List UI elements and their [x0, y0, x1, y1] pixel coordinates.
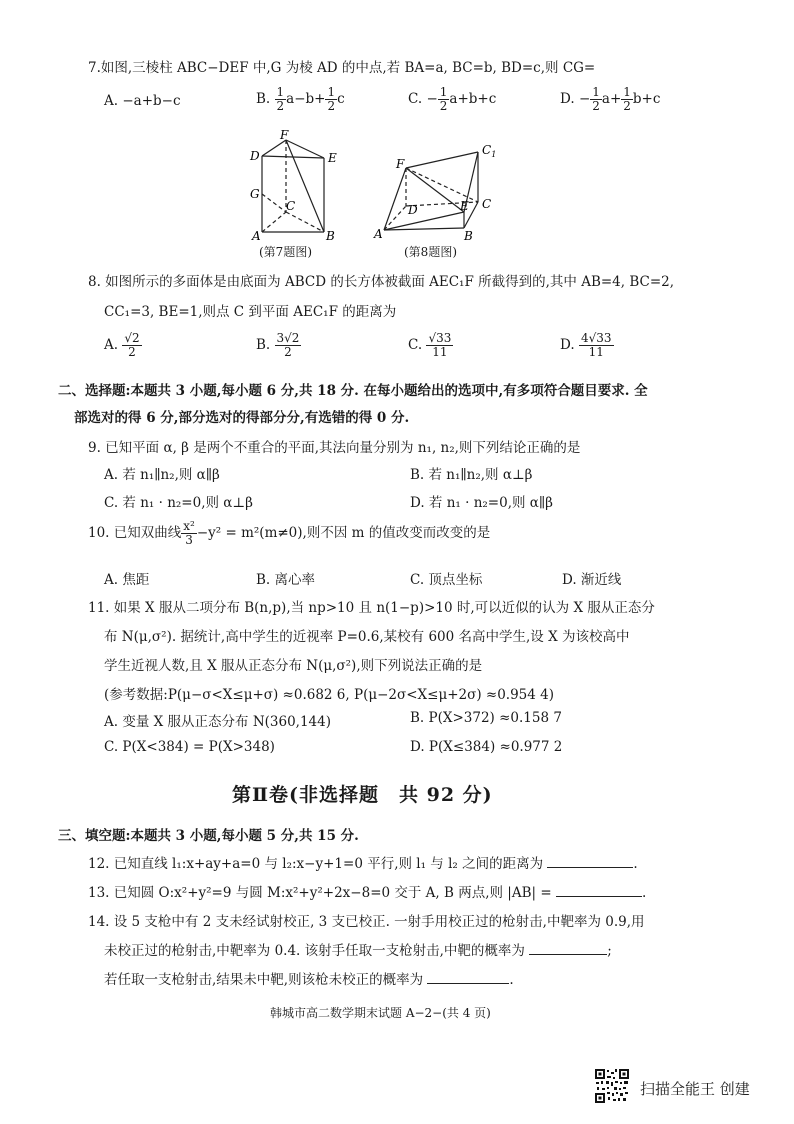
frac-num: 3√2	[276, 331, 300, 345]
fraction	[122, 332, 141, 359]
q10-stem	[88, 520, 490, 547]
frac-num: 1	[327, 85, 336, 99]
q9-option-d: D. 若 n₁ · n₂=0,则 α∥β	[410, 495, 553, 511]
figure-8-caption: (第8题图)	[404, 245, 457, 259]
option-text: a+b+c	[449, 91, 497, 107]
option-text: −	[426, 91, 438, 107]
stem-text: 未校正过的枪射击,中靶率为 0.4. 该射手任取一支枪射击,中靶的概率为	[104, 943, 525, 959]
q8-stem-line2: CC₁=3, BE=1,则点 C 到平面 AEC₁F 的距离为	[104, 304, 397, 320]
q14-line3	[104, 968, 514, 988]
frac-num: √2	[124, 331, 140, 345]
stem-text: 12. 已知直线 l₁:x+ay+a=0 与 l₂:x−y+1=0 平行,则 l₁ 与 l₂ 之间的距离为	[88, 856, 544, 872]
answer-blank[interactable]	[547, 855, 633, 868]
q13-stem	[88, 881, 646, 901]
fig7-label-d: D	[250, 149, 260, 163]
q7-option-d	[560, 86, 660, 113]
q11-option-c: C. P(X<384) = P(X>348)	[104, 739, 275, 755]
q9-stem: 9. 已知平面 α, β 是两个不重合的平面,其法向量分别为 n₁, n₂,则下列结论正确的是	[88, 440, 581, 456]
section-2-heading-line2: 部选对的得 6 分,部分选对的得部分分,有选错的得 0 分.	[74, 410, 410, 426]
fig8-label-a: A	[374, 227, 383, 241]
section-2-heading-line1: 二、选择题:本题共 3 小题,每小题 6 分,共 18 分. 在每小题给出的选项中,有多项符合题目要求. 全	[58, 383, 648, 399]
fig7-label-b: B	[326, 229, 335, 243]
frac-den: 2	[623, 99, 631, 113]
fig8-label-e: E	[460, 199, 469, 213]
fig7-label-f: F	[280, 128, 289, 142]
stem-end: .	[509, 972, 514, 988]
option-label: D.	[560, 91, 575, 107]
option-text: −	[578, 91, 591, 107]
frac-den: 2	[276, 99, 285, 113]
option-text: c	[337, 91, 345, 107]
stem-text: 13. 已知圆 O:x²+y²=9 与圆 M:x²+y²+2x−8=0 交于 A, B 两点,则 |AB| =	[88, 885, 552, 901]
figure-8-polyhedron	[372, 140, 502, 245]
q8-option-a	[104, 332, 142, 359]
stem-end: .	[633, 856, 638, 872]
q8-option-c	[408, 332, 453, 359]
stem-text: 若任取一支枪射击,结果未中靶,则该枪未校正的概率为	[104, 972, 424, 988]
q7-option-b	[256, 86, 345, 113]
fraction	[181, 520, 197, 547]
option-label: B.	[256, 337, 271, 353]
frac-den: 2	[592, 99, 600, 113]
fig7-label-c: C	[286, 199, 296, 213]
figure-7-caption: (第7题图)	[259, 245, 312, 259]
answer-blank[interactable]	[427, 971, 509, 984]
label-subscript: 1	[491, 150, 497, 159]
q8-stem-line1: 8. 如图所示的多面体是由底面为 ABCD 的长方体被截面 AEC₁F 所截得到的,其中 AB=4, BC=2,	[88, 274, 675, 290]
q11-line3: 学生近视人数,且 X 服从正态分布 N(μ,σ²),则下列说法正确的是	[104, 658, 483, 674]
figure-7-prism	[246, 128, 356, 243]
part-2-title: 第Ⅱ卷(非选择题 共 92 分)	[232, 784, 493, 806]
q11-line2: 布 N(μ,σ²). 据统计,高中学生的近视率 P=0.6,某校有 600 名高中学生,设 X 为该校高中	[104, 629, 630, 645]
q10-option-a: A. 焦距	[104, 572, 150, 588]
frac-den: 2	[128, 345, 136, 359]
q7-option-a	[104, 93, 181, 109]
q8-option-d	[560, 332, 614, 359]
frac-den: 11	[588, 345, 604, 359]
option-text: a+	[601, 91, 622, 107]
q10-option-c: C. 顶点坐标	[410, 572, 483, 588]
stem-text: 10. 已知双曲线	[88, 525, 182, 541]
q8-option-b	[256, 332, 301, 359]
q9-option-b: B. 若 n₁∥n₂,则 α⊥β	[410, 467, 533, 483]
q10-option-b: B. 离心率	[256, 572, 316, 588]
fig8-label-c: C	[482, 197, 492, 211]
qr-code-icon	[594, 1068, 630, 1104]
stem-end: .	[641, 885, 647, 901]
fig8-label-b: B	[464, 229, 473, 243]
frac-num: 1	[276, 85, 285, 99]
answer-blank[interactable]	[529, 942, 607, 955]
option-label: B.	[256, 91, 271, 107]
label-main: C	[482, 143, 492, 157]
answer-blank[interactable]	[556, 884, 642, 897]
q9-option-a: A. 若 n₁∥n₂,则 α∥β	[104, 467, 220, 483]
frac-num: 1	[592, 85, 600, 99]
q11-line1: 11. 如果 X 服从二项分布 B(n,p),当 np>10 且 n(1−p)>10 时,可以近似的认为 X 服从正态分	[88, 600, 655, 616]
frac-den: 2	[327, 99, 336, 113]
fraction	[438, 86, 450, 113]
fraction	[426, 332, 453, 359]
fig8-label-f: F	[396, 157, 405, 171]
option-text: −a+b−c	[122, 93, 181, 109]
fraction	[590, 86, 602, 113]
option-label: A.	[104, 337, 119, 353]
option-label: C.	[408, 91, 423, 107]
frac-den: 2	[439, 99, 448, 113]
frac-num: 1	[623, 85, 631, 99]
fig8-label-d: D	[408, 203, 418, 217]
fraction	[275, 332, 302, 359]
frac-num: √33	[428, 331, 452, 345]
frac-den: 2	[284, 345, 292, 359]
option-text: b+c	[632, 91, 661, 107]
frac-num: x²	[183, 519, 195, 533]
q7-option-c	[408, 86, 496, 113]
fig8-label-c1	[482, 143, 496, 159]
stem-text: −y² = m²(m≠0),则不因 m 的值改变而改变的是	[196, 525, 491, 541]
q9-option-c: C. 若 n₁ · n₂=0,则 α⊥β	[104, 495, 253, 511]
fig7-label-g: G	[250, 187, 260, 201]
fig7-label-e: E	[328, 151, 337, 165]
q14-line2	[104, 939, 612, 959]
page-footer: 韩城市高二数学期末试题 A−2−(共 4 页)	[270, 1006, 491, 1020]
frac-den: 3	[185, 533, 193, 547]
section-3-heading: 三、填空题:本题共 3 小题,每小题 5 分,共 15 分.	[58, 828, 359, 844]
option-label: D.	[560, 337, 575, 353]
q10-option-d: D. 渐近线	[562, 572, 622, 588]
frac-num: 4√33	[580, 331, 612, 345]
option-label: C.	[408, 337, 423, 353]
q11-option-a: A. 变量 X 服从正态分布 N(360,144)	[104, 714, 331, 730]
fraction	[325, 86, 337, 113]
q7-stem: 7.如图,三棱柱 ABC−DEF 中,G 为棱 AD 的中点,若 BA=a, BC=b, BD=c,则 CG=	[88, 60, 596, 76]
fraction	[275, 86, 287, 113]
option-label: A.	[104, 93, 119, 109]
q14-line1: 14. 设 5 支枪中有 2 支未经试射校正, 3 支已校正. 一射手用校正过的枪射击,中靶率为 0.9,用	[88, 914, 645, 930]
option-text: a−b+	[286, 91, 326, 107]
q11-reference-data: (参考数据:P(μ−σ<X≤μ+σ) ≈0.682 6, P(μ−2σ<X≤μ+2σ) ≈0.954 4)	[104, 687, 555, 703]
fig7-label-a: A	[252, 229, 261, 243]
fraction	[579, 332, 614, 359]
scanner-watermark: 扫描全能王 创建	[640, 1080, 750, 1098]
stem-end: ;	[607, 943, 612, 959]
frac-num: 1	[439, 85, 448, 99]
fraction	[621, 86, 633, 113]
frac-den: 11	[432, 345, 448, 359]
q11-option-b: B. P(X>372) ≈0.158 7	[410, 710, 562, 726]
q12-stem	[88, 852, 638, 872]
q11-option-d: D. P(X≤384) ≈0.977 2	[410, 739, 563, 755]
